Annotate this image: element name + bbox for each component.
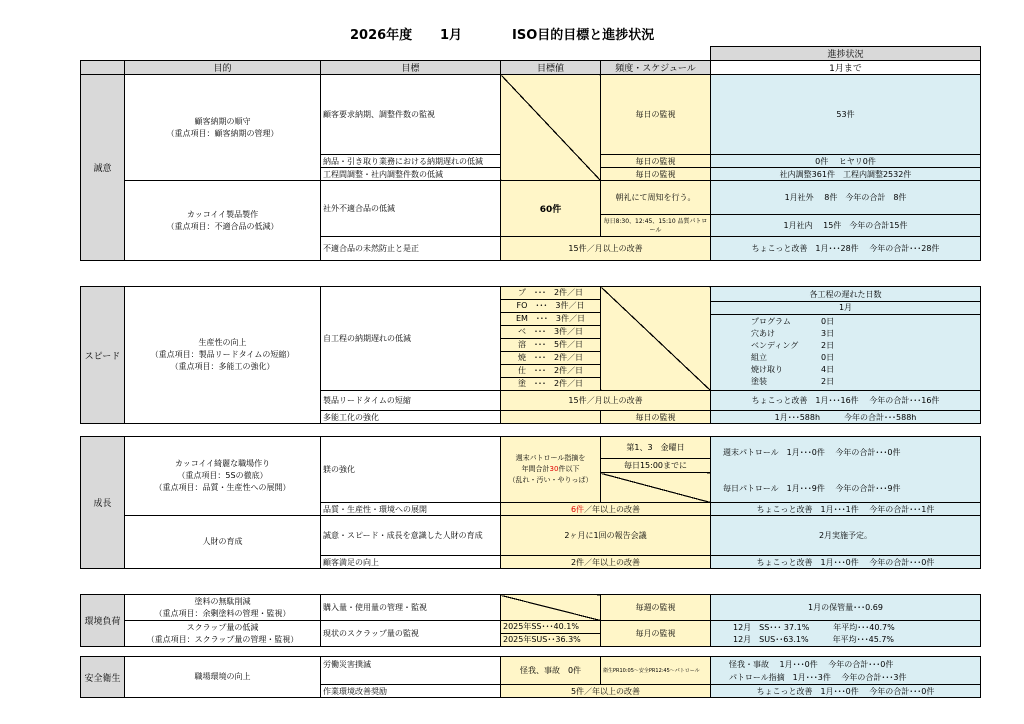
target-external-defect: 社外不適合品の低減	[321, 181, 501, 237]
section-sincerity	[80, 74, 981, 261]
target-lead-time: 製品リードタイムの短縮	[321, 391, 501, 411]
freq-paint-monitor: 毎週の監視	[601, 595, 711, 621]
freq-delivery-monitor: 毎日の監視	[601, 75, 711, 155]
purpose-delivery: 顧客納期の順守 （重点項目：顧客納期の管理）	[125, 75, 321, 181]
delay-days-month: 1月	[711, 302, 980, 315]
progress-accident: 怪我・事故 1月･･･0件 今年の合計･･･0件	[729, 659, 894, 669]
header-progress-group: 進捗状況	[711, 47, 981, 61]
target-self-process-delay: 自工程の納期遅れの低減	[321, 287, 501, 391]
freq-multiskill: 毎日の監視	[601, 411, 711, 424]
section-environment	[80, 594, 981, 647]
header-table	[80, 46, 981, 75]
target-multiskill: 多能工化の強化	[321, 411, 501, 424]
target-talent-development: 誠意・スピード・成長を意識した人財の育成	[321, 516, 501, 556]
progress-delivery-monitor: 53件	[711, 75, 981, 155]
header-spacer	[81, 47, 711, 61]
section-safety	[80, 656, 981, 698]
value-work-improvement: 5件／年以上の改善	[501, 685, 711, 698]
header-frequency: 頻度・スケジュール	[601, 61, 711, 75]
category-sincerity: 誠意	[81, 75, 125, 261]
progress-scrap-sus: 12月 SUS･･63.1% 年平均･･･45.7%	[733, 634, 895, 644]
progress-safety	[711, 657, 981, 685]
value-talent-development: 2ヶ月に1回の報告会議	[501, 516, 711, 556]
freq-morning-meeting: 朝礼にて周知を行う。	[601, 181, 711, 215]
document-title	[0, 24, 1024, 44]
target-delivery-monitor: 顧客要求納期、調整件数の監視	[321, 75, 501, 155]
freq-diagonal	[601, 287, 711, 391]
title-name: ISO目的目標と進捗状況	[512, 28, 655, 43]
freq-delivery-delay: 毎日の監視	[601, 155, 711, 168]
purpose-talent: 人財の育成	[125, 516, 321, 569]
progress-lead-time: ちょこっと改善 1月･･･16件 今年の合計･･･16件	[711, 391, 981, 411]
progress-quality-expansion: ちょこっと改善 1月･･･1件 今年の合計･･･1件	[711, 503, 981, 516]
progress-defect-prevention: ちょこっと改善 1月･･･28件 今年の合計･･･28件	[711, 237, 981, 261]
target-adjustment: 工程間調整・社内調整件数の低減	[321, 168, 501, 181]
progress-work-improvement: ちょこっと改善 1月･･･0件 今年の合計･･･0件	[711, 685, 981, 698]
value-accident-zero: 怪我、事故 0件	[501, 657, 601, 685]
delay-day-row: 組立 0日	[751, 353, 835, 362]
progress-daily-patrol: 毎日パトロール 1月･･･9件 今年の合計･･･9件	[723, 483, 901, 493]
delay-day-row: 塗装 2日	[751, 377, 835, 386]
process-target-item: 塗 ･･･ 2件／日	[517, 379, 584, 388]
delay-day-row: 穴あけ 3日	[751, 329, 835, 338]
target-delivery-delay: 納品・引き取り業務における納期遅れの低減	[321, 155, 501, 168]
header-progress-month: 1月まで	[711, 61, 981, 75]
value-defect-prevention: 15件／月以上の改善	[501, 237, 711, 261]
progress-patrol	[711, 437, 981, 503]
process-target-item: 溶 ･･･ 5件／日	[501, 339, 600, 352]
delay-day-row: 焼け取り 4日	[751, 365, 835, 374]
target-quality-expansion: 品質・生産性・環境への展開	[321, 503, 501, 516]
target-value-diagonal	[501, 75, 601, 181]
value-scrap-sus: 2025年SUS･･36.3%	[503, 635, 581, 644]
target-defect-prevention: 不適合品の未然防止と是正	[321, 237, 501, 261]
target-paint-monitor: 購入量・使用量の管理・監視	[321, 595, 501, 621]
value-external-defect: 60件	[501, 181, 601, 237]
progress-talent-development: 2月実施予定。	[711, 516, 981, 556]
progress-paint-monitor: 1月の保管量･･･0.69	[711, 595, 981, 621]
progress-customer-satisfaction: ちょこっと改善 1月･･･0件 今年の合計･･･0件	[711, 556, 981, 569]
freq-safety-patrol: 衛生PR10:05～安全PR12:45～パトロール	[601, 657, 711, 685]
freq-quality-patrol: 毎日8:30、12:45、15:10 品質パトロール	[601, 215, 711, 237]
value-quality-expansion: 6件／年以上の改善	[501, 503, 711, 516]
value-lead-time: 15件／月以上の改善	[501, 391, 711, 411]
section-growth	[80, 436, 981, 569]
process-delay-days	[711, 287, 981, 391]
value-paint-diagonal	[501, 595, 601, 621]
header-purpose: 目的	[125, 61, 321, 75]
target-work-improvement: 作業環境改善奨励	[321, 685, 501, 698]
process-target-item: 仕 ･･･ 2件／日	[501, 365, 600, 378]
progress-weekend-patrol: 週末パトロール 1月･･･0件 今年の合計･･･0件	[723, 447, 901, 457]
category-growth: 成長	[81, 437, 125, 569]
target-customer-satisfaction: 顧客満足の向上	[321, 556, 501, 569]
header-target-value: 目標値	[501, 61, 601, 75]
progress-patrol-findings: パトロール指摘 1月･･･3件 今年の合計･･･3件	[729, 672, 907, 682]
progress-scrap	[711, 621, 981, 647]
purpose-productivity: 生産性の向上 （重点項目：製品リードタイムの短縮） （重点項目：多能工の強化）	[125, 287, 321, 424]
value-scrap	[501, 621, 601, 647]
delay-day-row: プログラム 0日	[751, 317, 835, 326]
value-discipline: 週末パトロール指摘を 年間合計30件以下 （乱れ・汚い・やりっぱ）	[501, 437, 601, 503]
target-accident-zero: 労働災害撲滅	[321, 657, 501, 685]
header-target: 目標	[321, 61, 501, 75]
purpose-paint-waste: 塗料の無駄削減 （重点項目：余剰塗料の管理・監視）	[125, 595, 321, 621]
purpose-scrap: スクラップ量の低減 （重点項目：スクラップ量の管理・監視）	[125, 621, 321, 647]
delay-day-row: ベンディング 2日	[751, 341, 835, 350]
process-target-item: プ ･･･ 2件／日	[501, 287, 600, 300]
target-scrap-monitor: 現状のスクラップ量の監視	[321, 621, 501, 647]
freq-scrap-monitor: 毎月の監視	[601, 621, 711, 647]
delay-days-title: 各工程の遅れた日数	[711, 289, 980, 302]
category-environment: 環境負荷	[81, 595, 125, 647]
category-speed: スピード	[81, 287, 125, 424]
value-scrap-ss: 2025年SS･･･40.1%	[501, 621, 600, 634]
value-multiskill-blank	[501, 411, 601, 424]
target-discipline: 躾の強化	[321, 437, 501, 503]
freq-weekend-patrol: 第1、3 金曜日	[601, 437, 711, 459]
process-target-item: 焼 ･･･ 2件／日	[501, 352, 600, 365]
freq-daily-patrol: 毎日15:00までに	[601, 459, 711, 473]
progress-adjustment: 社内調整361件 工程内調整2532件	[711, 168, 981, 181]
purpose-work-environment: 職場環境の向上	[125, 657, 321, 698]
freq-diagonal-growth	[601, 473, 711, 503]
header-blank	[81, 61, 125, 75]
process-target-item: FO ･･･ 3件／日	[501, 300, 600, 313]
process-target-item: ベ ･･･ 3件／日	[501, 326, 600, 339]
title-year: 2026年度	[350, 28, 413, 43]
title-month: 1月	[440, 28, 463, 43]
progress-multiskill: 1月･･･588h 今年の合計･･･588h	[711, 411, 981, 424]
purpose-product: カッコイイ製品製作 （重点項目：不適合品の低減）	[125, 181, 321, 261]
progress-scrap-ss: 12月 SS･･･ 37.1% 年平均･･･40.7%	[733, 622, 895, 632]
value-customer-satisfaction: 2件／年以上の改善	[501, 556, 711, 569]
purpose-clean-workplace: カッコイイ綺麗な職場作り （重点項目：5Sの徹底） （重点項目：品質・生産性への展開）	[125, 437, 321, 516]
freq-adjustment: 毎日の監視	[601, 168, 711, 181]
progress-delivery-delay: 0件 ヒヤリ0件	[711, 155, 981, 168]
process-target-item: EM ･･･ 3件／日	[501, 313, 600, 326]
progress-internal-defect: 1月社内 15件 今年の合計15件	[711, 215, 981, 237]
category-safety: 安全衛生	[81, 657, 125, 698]
section-speed	[80, 286, 981, 424]
progress-external-defect: 1月社外 8件 今年の合計 8件	[711, 181, 981, 215]
process-targets	[501, 287, 601, 391]
